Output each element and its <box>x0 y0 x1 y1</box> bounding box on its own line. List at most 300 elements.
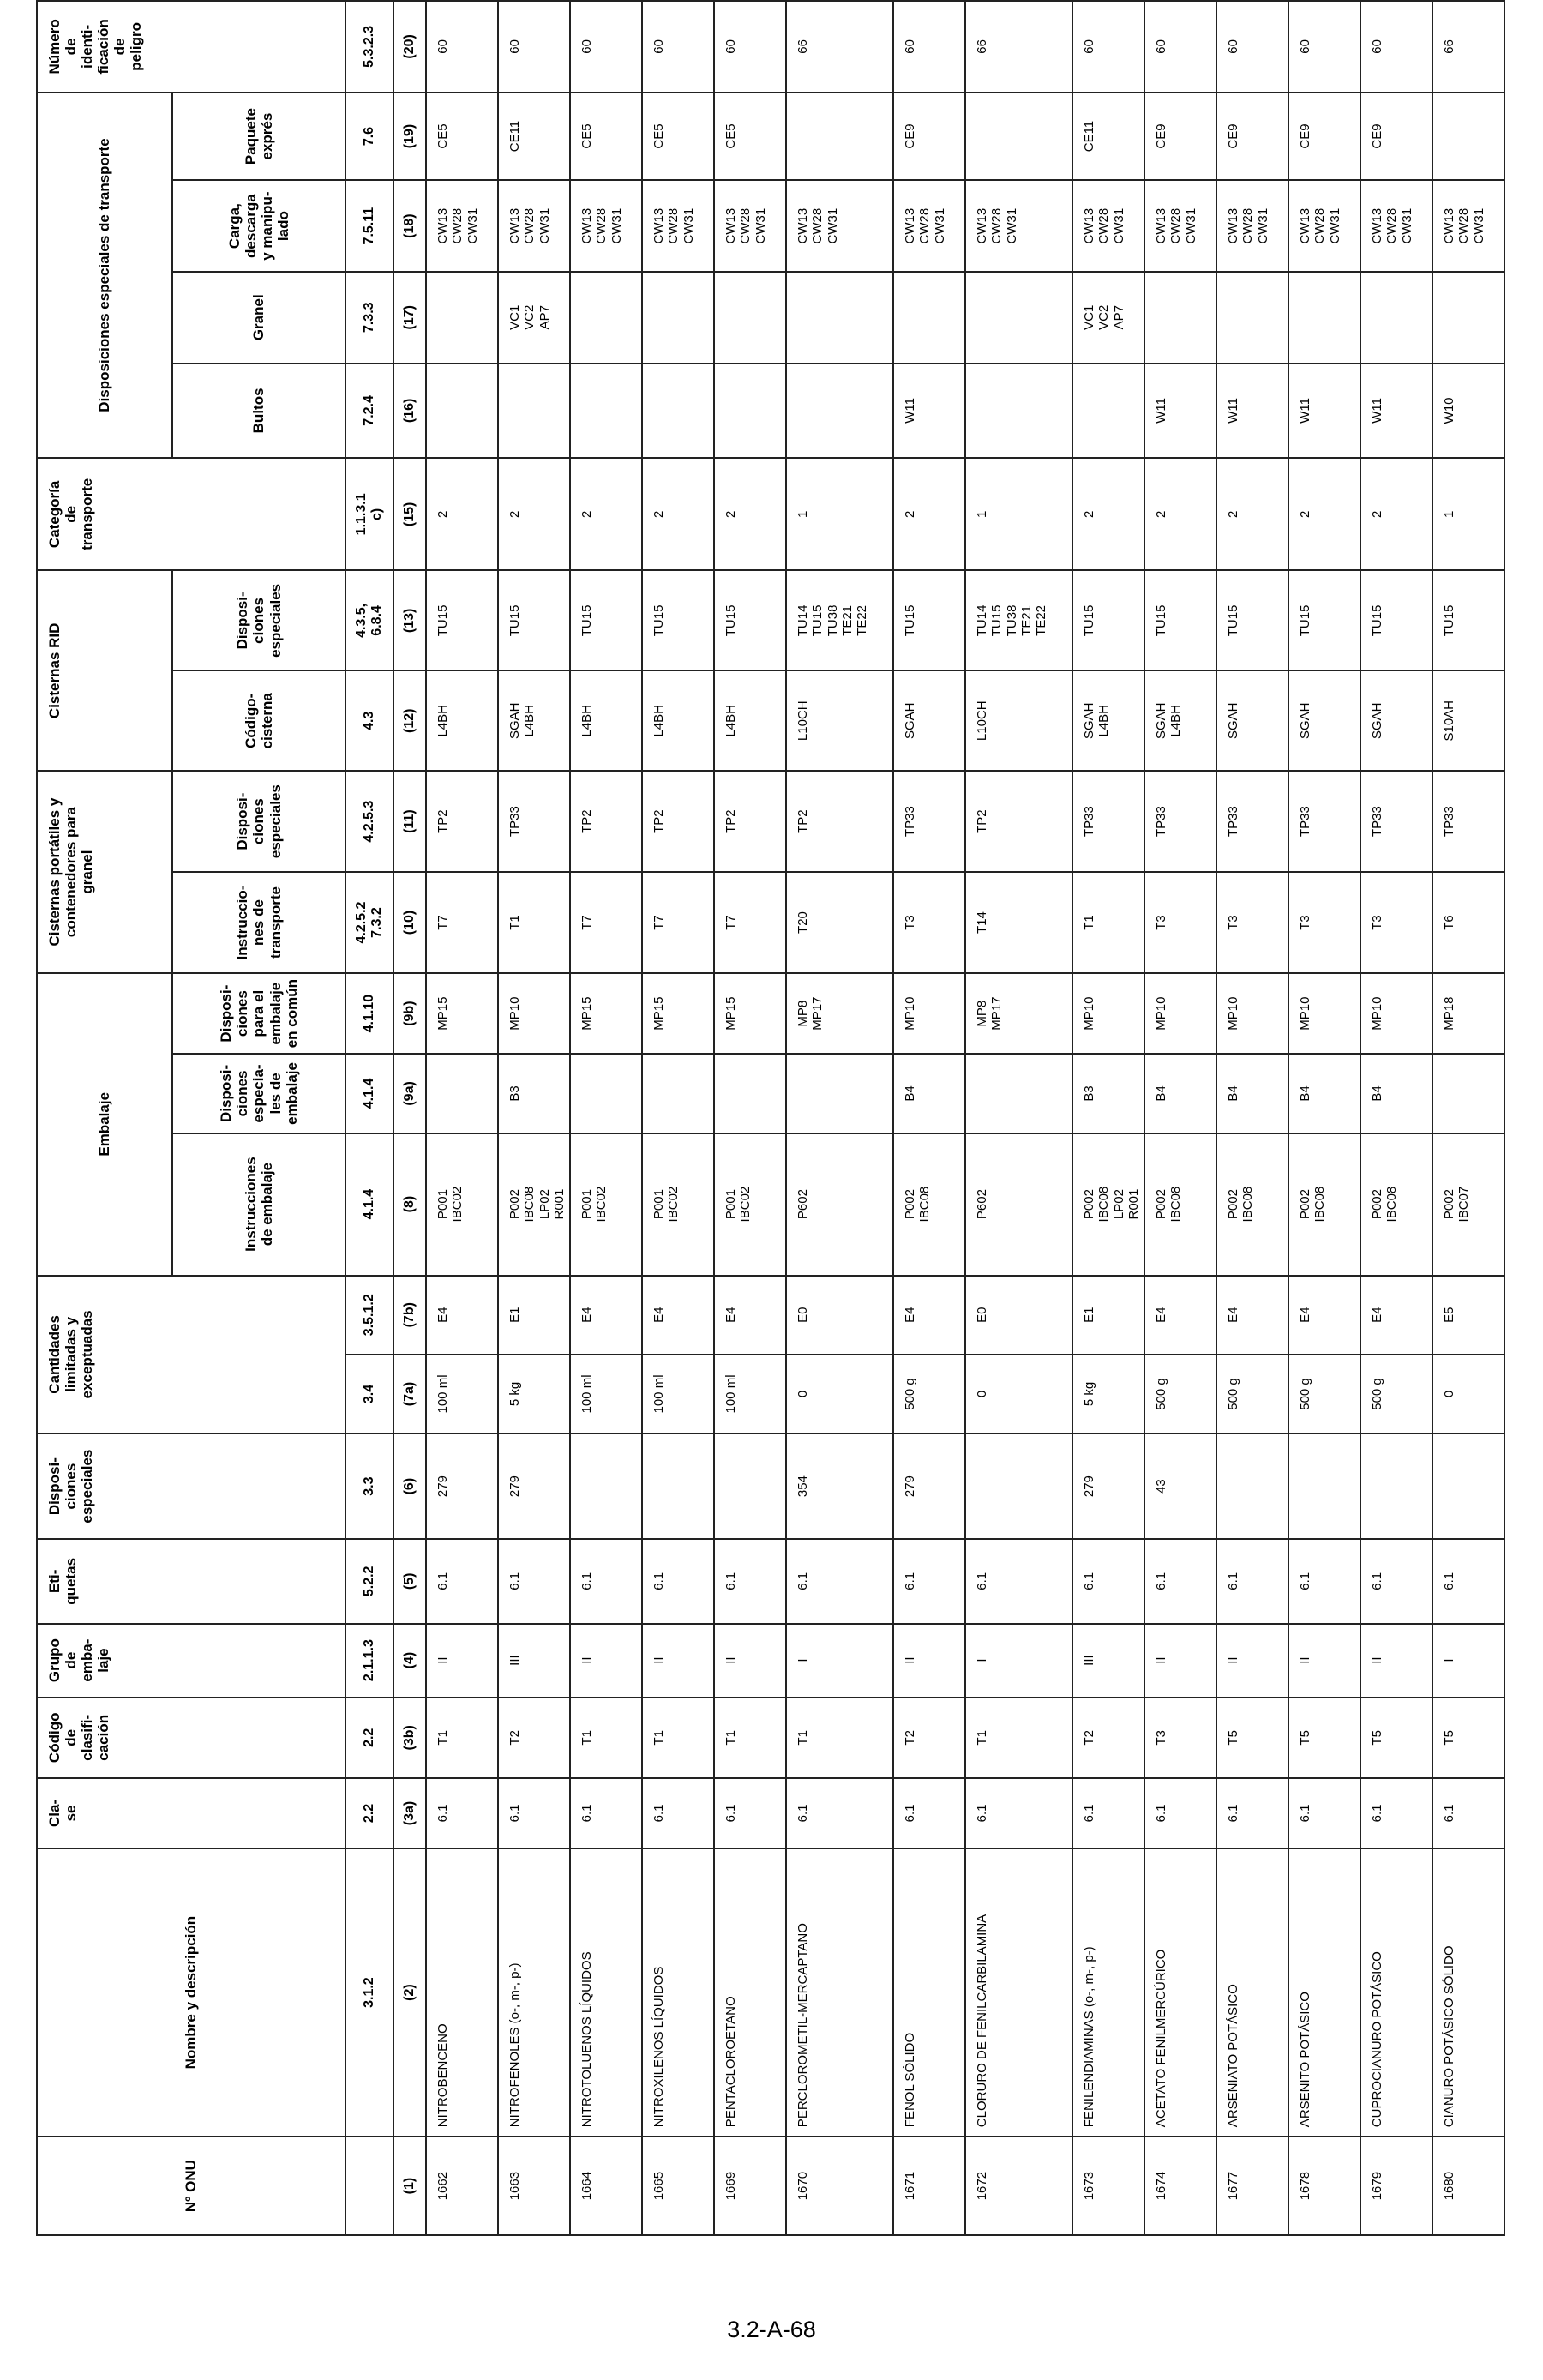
column-number-cell: (3b) <box>393 1698 426 1778</box>
data-cell: TP2 <box>570 771 642 872</box>
ref-cell: 7.2.4 <box>345 364 393 459</box>
data-cell: T5 <box>1216 1698 1288 1778</box>
data-cell: TU15 <box>498 570 570 670</box>
data-cell: SGAH <box>1360 670 1432 771</box>
data-cell: 6.1 <box>1144 1778 1216 1848</box>
data-cell: W11 <box>1288 364 1360 459</box>
data-cell: TU15 <box>642 570 714 670</box>
table-row <box>1216 1 1288 2235</box>
data-cell: B3 <box>1072 1054 1144 1133</box>
data-cell <box>786 93 893 181</box>
data-cell <box>642 1433 714 1539</box>
table-row <box>714 1 786 2235</box>
data-cell <box>1216 1433 1288 1539</box>
data-cell: E4 <box>714 1276 786 1355</box>
un-number-cell: 1665 <box>642 2137 714 2235</box>
data-cell: 6.1 <box>570 1778 642 1848</box>
data-cell: CE9 <box>893 93 965 181</box>
header-packing-group: Grupo de emba- laje <box>37 1624 345 1698</box>
data-cell: 100 ml <box>570 1355 642 1433</box>
header-transport-category: Categoría de transporte <box>37 458 345 570</box>
data-cell: T3 <box>1144 1698 1216 1778</box>
table-row <box>1432 1 1504 2235</box>
data-cell: 60 <box>893 1 965 93</box>
data-cell: T1 <box>642 1698 714 1778</box>
data-cell: 2 <box>1288 458 1360 570</box>
data-cell: 60 <box>498 1 570 93</box>
data-cell: 500 g <box>893 1355 965 1433</box>
data-cell <box>570 1433 642 1539</box>
data-cell: 100 ml <box>642 1355 714 1433</box>
data-cell: 66 <box>1432 1 1504 93</box>
column-number-cell: (7a) <box>393 1355 426 1433</box>
data-cell <box>1072 364 1144 459</box>
data-cell: 60 <box>1072 1 1144 93</box>
column-number-cell: (5) <box>393 1539 426 1623</box>
data-cell: MP15 <box>426 973 498 1054</box>
data-cell: 6.1 <box>426 1778 498 1848</box>
data-cell: TP33 <box>893 771 965 872</box>
data-cell <box>714 1054 786 1133</box>
table-row <box>570 1 642 2235</box>
column-number-cell: (6) <box>393 1433 426 1539</box>
data-cell: W11 <box>1144 364 1216 459</box>
header-tank-code: Código- cisterna <box>172 670 345 771</box>
data-cell <box>642 1054 714 1133</box>
data-cell: B4 <box>1360 1054 1432 1133</box>
ref-cell: 2.2 <box>345 1778 393 1848</box>
header-limited-quantities: Cantidades limitadas y exceptuadas <box>37 1276 345 1434</box>
data-cell: T1 <box>786 1698 893 1778</box>
data-cell: VC1 VC2 AP7 <box>498 272 570 364</box>
data-cell: MP8 MP17 <box>786 973 893 1054</box>
data-cell <box>1360 1433 1432 1539</box>
data-cell <box>1216 272 1288 364</box>
column-number-cell: (3a) <box>393 1778 426 1848</box>
ref-cell: 2.1.1.3 <box>345 1624 393 1698</box>
data-cell: 6.1 <box>1288 1539 1360 1623</box>
data-cell: S10AH <box>1432 670 1504 771</box>
un-number-cell: 1664 <box>570 2137 642 2235</box>
data-cell: 354 <box>786 1433 893 1539</box>
data-cell: II <box>1360 1624 1432 1698</box>
data-cell: CE9 <box>1360 93 1432 181</box>
table-body <box>426 1 1504 2235</box>
column-number-cell: (11) <box>393 771 426 872</box>
data-cell <box>786 1054 893 1133</box>
column-number-cell: (13) <box>393 570 426 670</box>
data-cell: E0 <box>965 1276 1072 1355</box>
data-cell <box>965 93 1072 181</box>
data-cell: 6.1 <box>1072 1778 1144 1848</box>
header-un-no: Nº ONU <box>37 2137 345 2235</box>
data-cell: L4BH <box>642 670 714 771</box>
data-cell: P602 <box>786 1133 893 1276</box>
header-rid-tanks: Cisternas RID <box>37 570 172 771</box>
data-cell: 279 <box>893 1433 965 1539</box>
data-cell: T7 <box>426 872 498 973</box>
data-cell: CE5 <box>570 93 642 181</box>
data-cell: 60 <box>642 1 714 93</box>
substance-name-cell: NITROFENOLES (o-, m-, p-) <box>498 1848 570 2137</box>
data-cell: E4 <box>1216 1276 1288 1355</box>
data-cell: 60 <box>1144 1 1216 93</box>
data-cell: CW13 CW28 CW31 <box>1144 180 1216 272</box>
data-cell: 6.1 <box>1360 1778 1432 1848</box>
table-row <box>1072 1 1144 2235</box>
data-cell: 6.1 <box>642 1778 714 1848</box>
ref-cell: 4.1.4 <box>345 1054 393 1133</box>
table-row <box>426 1 498 2235</box>
data-cell: T20 <box>786 872 893 973</box>
data-cell <box>642 272 714 364</box>
data-cell: E5 <box>1432 1276 1504 1355</box>
data-cell <box>426 1054 498 1133</box>
data-cell: TU15 <box>1144 570 1216 670</box>
data-cell: T7 <box>714 872 786 973</box>
data-cell: TP2 <box>786 771 893 872</box>
substance-name-cell: NITROTOLUENOS LÍQUIDOS <box>570 1848 642 2137</box>
data-cell: III <box>498 1624 570 1698</box>
data-cell <box>1360 272 1432 364</box>
un-number-cell: 1680 <box>1432 2137 1504 2235</box>
data-cell: II <box>1144 1624 1216 1698</box>
data-cell: E4 <box>1288 1276 1360 1355</box>
data-cell: 6.1 <box>786 1539 893 1623</box>
table-row <box>1144 1 1216 2235</box>
data-cell <box>570 1054 642 1133</box>
ref-cell: 7.5.11 <box>345 180 393 272</box>
ref-cell: 4.1.10 <box>345 973 393 1054</box>
data-cell: P002 IBC08 <box>1144 1133 1216 1276</box>
data-cell: CW13 CW28 CW31 <box>965 180 1072 272</box>
column-number-cell: (10) <box>393 872 426 973</box>
table-row <box>965 1 1072 2235</box>
data-cell: CW13 CW28 CW31 <box>893 180 965 272</box>
data-cell: TP33 <box>1072 771 1144 872</box>
data-cell <box>1432 1054 1504 1133</box>
data-cell: T1 <box>426 1698 498 1778</box>
data-cell: CW13 CW28 CW31 <box>426 180 498 272</box>
data-cell: P002 IBC07 <box>1432 1133 1504 1276</box>
data-cell: SGAH <box>893 670 965 771</box>
table-row <box>893 1 965 2235</box>
data-cell: T2 <box>498 1698 570 1778</box>
column-number-cell: (15) <box>393 458 426 570</box>
substance-name-cell: CUPROCIANURO POTÁSICO <box>1360 1848 1432 2137</box>
data-cell: II <box>426 1624 498 1698</box>
data-cell: P002 IBC08 LP02 R001 <box>498 1133 570 1276</box>
data-cell <box>498 364 570 459</box>
data-cell: 6.1 <box>426 1539 498 1623</box>
data-cell: W11 <box>1360 364 1432 459</box>
un-number-cell: 1677 <box>1216 2137 1288 2235</box>
data-cell: CE9 <box>1144 93 1216 181</box>
data-cell: II <box>570 1624 642 1698</box>
column-number-cell: (20) <box>393 1 426 93</box>
data-cell: II <box>893 1624 965 1698</box>
data-cell: 60 <box>426 1 498 93</box>
data-cell: E1 <box>498 1276 570 1355</box>
data-cell: 43 <box>1144 1433 1216 1539</box>
data-cell: 6.1 <box>1072 1539 1144 1623</box>
data-cell: SGAH L4BH <box>498 670 570 771</box>
data-cell: B4 <box>1144 1054 1216 1133</box>
data-cell: 2 <box>1144 458 1216 570</box>
data-cell: 6.1 <box>1432 1539 1504 1623</box>
data-cell: MP15 <box>570 973 642 1054</box>
header-special-packing: Disposi- ciones especia- les de embalaje <box>172 1054 345 1133</box>
data-cell <box>570 364 642 459</box>
data-cell: 6.1 <box>570 1539 642 1623</box>
data-cell: TU15 <box>1072 570 1144 670</box>
data-cell: 60 <box>714 1 786 93</box>
data-cell <box>642 364 714 459</box>
column-number-cell: (7b) <box>393 1276 426 1355</box>
data-cell: MP10 <box>893 973 965 1054</box>
data-cell: III <box>1072 1624 1144 1698</box>
data-cell: 1 <box>965 458 1072 570</box>
data-cell: II <box>1288 1624 1360 1698</box>
header-packages: Bultos <box>172 364 345 459</box>
data-cell: P001 IBC02 <box>570 1133 642 1276</box>
substance-name-cell: ACETATO FENILMERCÚRICO <box>1144 1848 1216 2137</box>
header-tank-special: Disposi- ciones especiales <box>172 570 345 670</box>
data-cell: W11 <box>893 364 965 459</box>
data-cell: MP10 <box>1360 973 1432 1054</box>
data-cell: CE5 <box>426 93 498 181</box>
data-cell: 2 <box>1360 458 1432 570</box>
substance-name-cell: ARSENIATO POTÁSICO <box>1216 1848 1288 2137</box>
substance-name-cell: FENILENDIAMINAS (o-, m-, p-) <box>1072 1848 1144 2137</box>
data-cell: VC1 VC2 AP7 <box>1072 272 1144 364</box>
page-number: 3.2-A-68 <box>727 2317 816 2342</box>
data-cell: CW13 CW28 CW31 <box>1432 180 1504 272</box>
data-cell: TP2 <box>965 771 1072 872</box>
data-cell: CE9 <box>1288 93 1360 181</box>
data-cell <box>1432 93 1504 181</box>
data-cell: L4BH <box>570 670 642 771</box>
data-cell: MP10 <box>498 973 570 1054</box>
data-cell: CE5 <box>642 93 714 181</box>
data-cell: CE5 <box>714 93 786 181</box>
data-cell: TU15 <box>893 570 965 670</box>
ref-cell: 3.1.2 <box>345 1848 393 2137</box>
data-cell: 500 g <box>1360 1355 1432 1433</box>
data-cell: 2 <box>1072 458 1144 570</box>
data-cell: E4 <box>570 1276 642 1355</box>
data-cell: 1 <box>1432 458 1504 570</box>
data-cell <box>1144 272 1216 364</box>
data-cell: SGAH <box>1216 670 1288 771</box>
data-cell <box>965 364 1072 459</box>
data-cell: 500 g <box>1288 1355 1360 1433</box>
data-cell: CW13 CW28 CW31 <box>714 180 786 272</box>
data-cell: L4BH <box>426 670 498 771</box>
data-cell: 0 <box>965 1355 1072 1433</box>
data-cell: B3 <box>498 1054 570 1133</box>
un-number-cell: 1672 <box>965 2137 1072 2235</box>
data-cell: T5 <box>1432 1698 1504 1778</box>
data-cell: 500 g <box>1216 1355 1288 1433</box>
data-cell: 6.1 <box>714 1539 786 1623</box>
table-row <box>1360 1 1432 2235</box>
data-cell: 500 g <box>1144 1355 1216 1433</box>
data-cell: TP33 <box>498 771 570 872</box>
data-cell: 2 <box>570 458 642 570</box>
data-cell: L10CH <box>786 670 893 771</box>
data-cell: E1 <box>1072 1276 1144 1355</box>
data-cell: E4 <box>642 1276 714 1355</box>
data-cell: MP10 <box>1072 973 1144 1054</box>
header-portable-tanks: Cisternas portátiles y contenedores para granel <box>37 771 172 973</box>
dangerous-goods-table <box>36 0 1505 2236</box>
data-cell: E4 <box>426 1276 498 1355</box>
data-cell <box>786 364 893 459</box>
data-cell: E4 <box>1360 1276 1432 1355</box>
ref-cell: 7.6 <box>345 93 393 181</box>
data-cell <box>1432 1433 1504 1539</box>
data-cell: 60 <box>1360 1 1432 93</box>
data-cell: T3 <box>1216 872 1288 973</box>
data-cell: TP33 <box>1144 771 1216 872</box>
data-cell: II <box>1216 1624 1288 1698</box>
reference-row <box>345 1 393 2235</box>
data-cell: T1 <box>714 1698 786 1778</box>
data-cell: T1 <box>1072 872 1144 973</box>
data-cell: CE11 <box>498 93 570 181</box>
data-cell: 6.1 <box>1360 1539 1432 1623</box>
header-class: Cla- se <box>37 1778 345 1848</box>
ref-cell: 4.2.5.2 7.3.2 <box>345 872 393 973</box>
header-pt-special: Disposi- ciones especiales <box>172 771 345 872</box>
column-number-row <box>393 1 426 2235</box>
data-cell <box>714 364 786 459</box>
ref-cell: 5.3.2.3 <box>345 1 393 93</box>
header-name: Nombre y descripción <box>37 1848 345 2137</box>
substance-name-cell: CIANURO POTÁSICO SÓLIDO <box>1432 1848 1504 2137</box>
data-cell: CW13 CW28 CW31 <box>1216 180 1288 272</box>
data-cell <box>714 1433 786 1539</box>
ref-cell: 4.1.4 <box>345 1133 393 1276</box>
column-number-cell: (9b) <box>393 973 426 1054</box>
data-cell <box>426 272 498 364</box>
data-cell: MP8 MP17 <box>965 973 1072 1054</box>
data-cell: 6.1 <box>714 1778 786 1848</box>
data-cell: 279 <box>426 1433 498 1539</box>
column-number-cell: (18) <box>393 180 426 272</box>
data-cell: SGAH L4BH <box>1072 670 1144 771</box>
data-cell: 6.1 <box>965 1539 1072 1623</box>
data-cell: 6.1 <box>1432 1778 1504 1848</box>
un-number-cell: 1670 <box>786 2137 893 2235</box>
data-cell: CW13 CW28 CW31 <box>1072 180 1144 272</box>
header-bulk: Granel <box>172 272 345 364</box>
data-cell: 5 kg <box>498 1355 570 1433</box>
substance-name-cell: PERCLOROMETIL-MERCAPTANO <box>786 1848 893 2137</box>
un-number-cell: 1679 <box>1360 2137 1432 2235</box>
data-cell: W10 <box>1432 364 1504 459</box>
data-cell: 2 <box>1216 458 1288 570</box>
data-cell <box>893 272 965 364</box>
data-cell: 279 <box>1072 1433 1144 1539</box>
substance-name-cell: NITROBENCENO <box>426 1848 498 2137</box>
data-cell: 2 <box>642 458 714 570</box>
data-cell <box>1288 272 1360 364</box>
data-cell <box>965 272 1072 364</box>
header-packaging: Embalaje <box>37 973 172 1276</box>
data-cell <box>965 1054 1072 1133</box>
data-cell: P002 IBC08 <box>1360 1133 1432 1276</box>
data-cell: 6.1 <box>965 1778 1072 1848</box>
data-cell: T3 <box>1360 872 1432 973</box>
data-cell: 6.1 <box>893 1539 965 1623</box>
data-cell: 66 <box>965 1 1072 93</box>
data-cell: E4 <box>893 1276 965 1355</box>
data-cell: CW13 CW28 CW31 <box>642 180 714 272</box>
data-cell: 100 ml <box>426 1355 498 1433</box>
substance-name-cell: FENOL SÓLIDO <box>893 1848 965 2137</box>
data-cell: 0 <box>1432 1355 1504 1433</box>
header-labels: Eti- quetas <box>37 1539 345 1623</box>
data-cell: L4BH <box>714 670 786 771</box>
data-cell: TP33 <box>1216 771 1288 872</box>
data-cell: CW13 CW28 CW31 <box>570 180 642 272</box>
substance-name-cell: PENTACLOROETANO <box>714 1848 786 2137</box>
data-cell: TU15 <box>714 570 786 670</box>
data-cell: 6.1 <box>1216 1778 1288 1848</box>
data-cell: 2 <box>498 458 570 570</box>
data-cell: T7 <box>570 872 642 973</box>
data-cell <box>786 272 893 364</box>
data-cell: 2 <box>714 458 786 570</box>
ref-cell: 1.1.3.1 c) <box>345 458 393 570</box>
ref-cell: 3.3 <box>345 1433 393 1539</box>
data-cell: II <box>642 1624 714 1698</box>
data-cell: TU15 <box>1288 570 1360 670</box>
data-cell: T7 <box>642 872 714 973</box>
data-cell: T6 <box>1432 872 1504 973</box>
data-cell: P001 IBC02 <box>426 1133 498 1276</box>
data-cell: T3 <box>1288 872 1360 973</box>
data-cell: TU15 <box>1360 570 1432 670</box>
column-number-cell: (1) <box>393 2137 426 2235</box>
data-cell: TP33 <box>1432 771 1504 872</box>
ref-cell: 3.4 <box>345 1355 393 1433</box>
data-cell: TU15 <box>426 570 498 670</box>
data-cell: CE11 <box>1072 93 1144 181</box>
data-cell: 279 <box>498 1433 570 1539</box>
data-cell <box>714 272 786 364</box>
data-cell: W11 <box>1216 364 1288 459</box>
un-number-cell: 1678 <box>1288 2137 1360 2235</box>
un-number-cell: 1671 <box>893 2137 965 2235</box>
ref-cell: 3.5.1.2 <box>345 1276 393 1355</box>
data-cell: TP2 <box>642 771 714 872</box>
column-number-cell: (19) <box>393 93 426 181</box>
ref-cell: 7.3.3 <box>345 272 393 364</box>
data-cell: TU15 <box>570 570 642 670</box>
data-cell: 6.1 <box>893 1778 965 1848</box>
data-cell: T2 <box>893 1698 965 1778</box>
data-cell: I <box>965 1624 1072 1698</box>
header-mixed-packing: Disposi- ciones para el embalaje en común <box>172 973 345 1054</box>
data-cell: T1 <box>570 1698 642 1778</box>
data-cell: B4 <box>893 1054 965 1133</box>
data-cell: SGAH <box>1288 670 1360 771</box>
data-cell: TP2 <box>426 771 498 872</box>
header-packing-instructions: Instrucciones de embalaje <box>172 1133 345 1276</box>
